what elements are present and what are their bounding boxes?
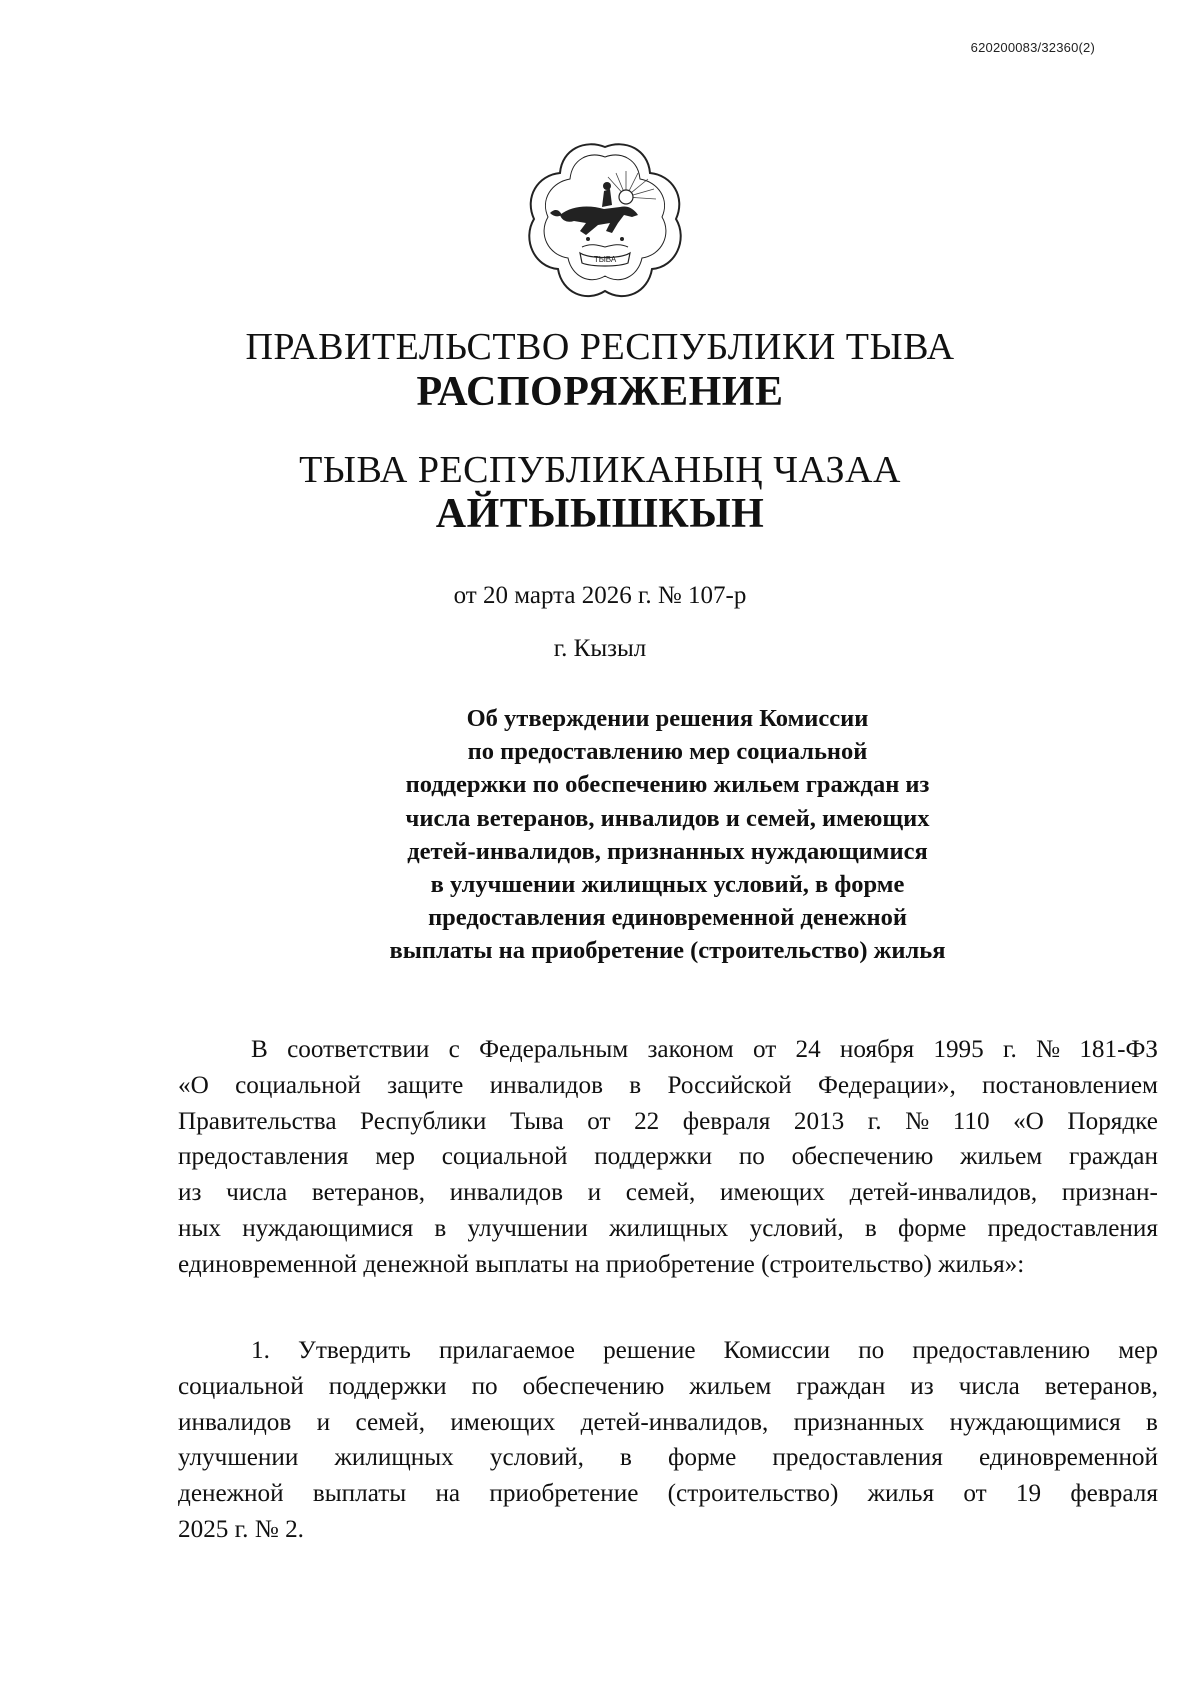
item-1-line: 1. Утвердить прилагаемое решение Комиссии по предоставлению мер: [251, 1337, 1158, 1364]
document-date: от 20 марта 2026 г. № 107-р: [453, 582, 747, 609]
document-city: г. Кызыл: [553, 635, 647, 662]
item-1-line: социальной поддержки по обеспечению жильем граждан из числа ветеранов,: [178, 1372, 1158, 1400]
title-line: по предоставлению мер социальной: [467, 738, 868, 766]
title-line: поддержки по обеспечению жильем граждан из: [405, 771, 930, 799]
preamble-line: из числа ветеранов, инвалидов и семей, имеющих детей-инвалидов, признан-: [178, 1179, 1158, 1207]
preamble-paragraph: [178, 1032, 1158, 1283]
government-name-tv: ТЫВА РЕСПУБЛИКАНЫҢ ЧАЗАА: [299, 449, 901, 491]
title-line: в улучшении жилищных условий, в форме: [430, 871, 905, 899]
preamble-line: «О социальной защите инвалидов в Российской Федерации», постановлением: [178, 1071, 1158, 1099]
title-line: числа ветеранов, инвалидов и семей, имеющих: [405, 804, 930, 832]
act-type-tv: АЙТЫЫШКЫН: [435, 491, 765, 537]
document-title: [340, 702, 995, 968]
title-line: предоставления единовременной денежной: [428, 904, 907, 932]
svg-text:ТЫВА: ТЫВА: [593, 255, 617, 264]
item-1-line: 2025 г. № 2.: [178, 1515, 304, 1543]
preamble-line: единовременной денежной выплаты на приобретение (строительство) жилья»:: [178, 1250, 1025, 1278]
preamble-line: предоставления мер социальной поддержки по обеспечению жильем граждан: [178, 1143, 1158, 1171]
preamble-line: В соответствии с Федеральным законом от 24 ноября 1995 г. № 181-ФЗ: [251, 1036, 1158, 1063]
tuva-emblem-icon: [520, 135, 690, 305]
preamble-line: ных нуждающимися в улучшении жилищных условий, в форме предоставления: [178, 1214, 1158, 1242]
document-id: 620200083/32360(2): [970, 40, 1095, 55]
title-line: детей-инвалидов, признанных нуждающимися: [407, 837, 928, 865]
title-line: Об утверждении решения Комиссии: [466, 705, 869, 732]
item-1-line: инвалидов и семей, имеющих детей-инвалидов, признанных нуждающимися в: [178, 1408, 1158, 1436]
preamble-line: Правительства Республики Тыва от 22 февраля 2013 г. № 110 «О Порядке: [178, 1107, 1158, 1135]
government-name-ru: ПРАВИТЕЛЬСТВО РЕСПУБЛИКИ ТЫВА: [245, 326, 955, 368]
item-1-line: улучшении жилищных условий, в форме предоставления единовременной: [178, 1444, 1158, 1472]
title-line: выплаты на приобретение (строительство) жилья: [389, 937, 946, 965]
item-1-paragraph: [178, 1333, 1158, 1548]
item-1-line: денежной выплаты на приобретение (строительство) жилья от 19 февраля: [178, 1480, 1158, 1508]
act-type-ru: РАСПОРЯЖЕНИЕ: [416, 369, 784, 415]
